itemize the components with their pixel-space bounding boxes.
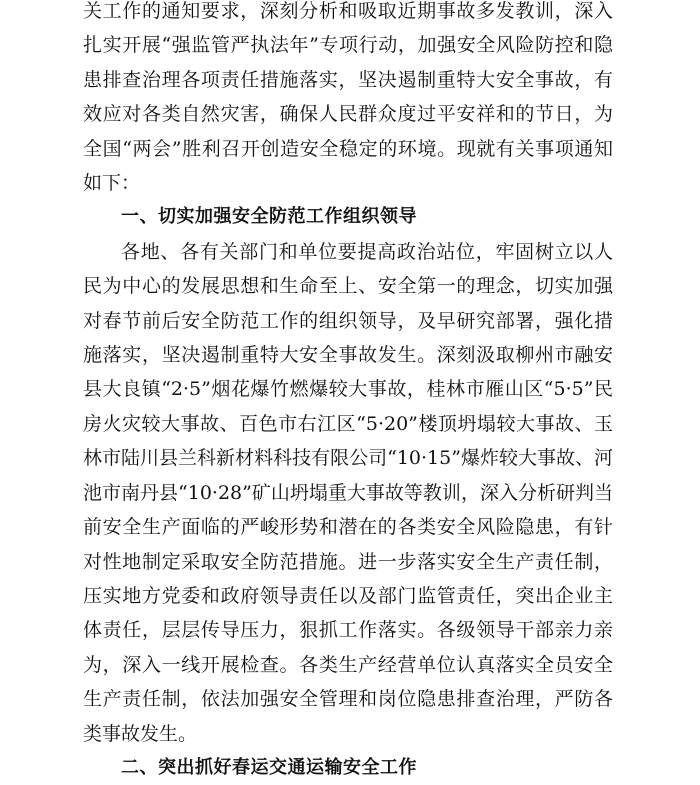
section-1-paragraph: 各地、各有关部门和单位要提高政治站位，牢固树立以人民为中心的发展思想和生命至上、安全第一的理念，切实加强对春节前后安全防范工作的组织领导，及早研究部署，强化措施落实，坚决遏制重特大安全事故发生。深刻汲取柳州市融安县大良镇“2·5”烟花爆竹燃爆较大事故，桂林市雁山区“5·5”民房火灾较大事故、百色市右江区“5·20”楼顶坍塌较大事故、玉林市陆川县兰科新材料科技有限公司“10·15”爆炸较大事故、河池市南丹县“10·28”矿山坍塌重大事故等教训，深入分析研判当前安全生产面临的严峻形势和潜在的各类安全风险隐患，有针对性地制定采取安全防范措施。进一步落实安全生产责任制，压实地方党委和政府领导责任以及部门监管责任，突出企业主体责任，层层传导压力，狠抓工作落实。各级领导干部亲力亲为，深入一线开展检查。各类生产经营单位认真落实全员安全生产责任制，依法加强安全管理和岗位隐患排查治理，严防各类事故发生。	[83, 240, 613, 745]
document-body	[83, 0, 613, 785]
intro-paragraph: 关工作的通知要求，深刻分析和吸取近期事故多发教训，深入扎实开展“强监管严执法年”专项行动，加强安全风险防控和隐患排查治理各项责任措施落实，坚决遏制重特大安全事故，有效应对各类自然灾害，确保人民群众度过平安祥和的节日，为全国“两会”胜利召开创造安全稳定的环境。现就有关事项通知如下：	[83, 0, 613, 195]
section-1-heading: 一、切实加强安全防范工作组织领导	[121, 206, 417, 228]
section-2-heading: 二、突出抓好春运交通运输安全工作	[121, 756, 417, 778]
